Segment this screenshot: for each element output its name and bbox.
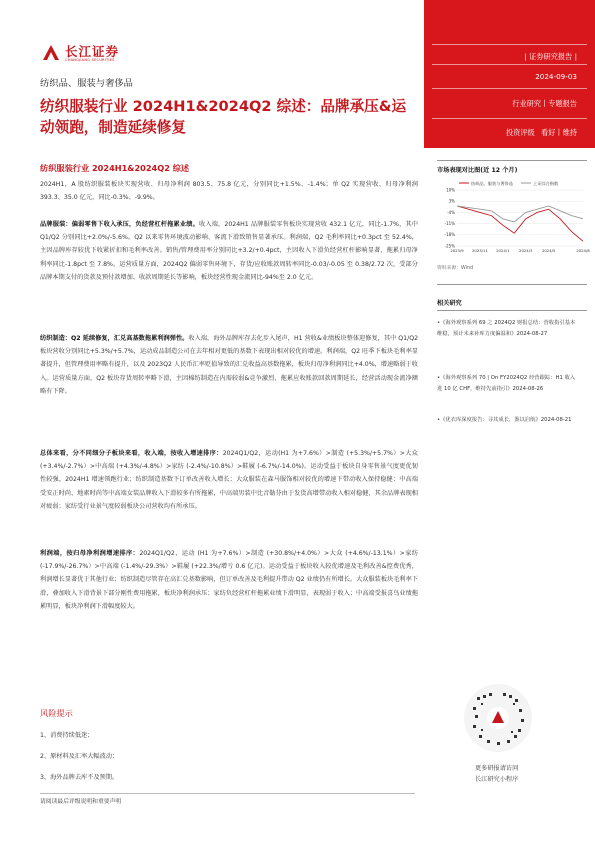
risk-item: 3、海外品牌去库不及预期。 — [40, 774, 119, 781]
legend-label: 上证综合指数 — [533, 181, 559, 186]
paragraph-body: 2024Q1/Q2，运动 (H1 为+7.6%）>制造 (+30.8%/+4.0%）>大众 (+4.6%/-13.1%）>家纺 (-17.9%/-26.7%）>中高端 (-1.4%/-29.3%）>鞋履 (+22.3%/增亏 0.6 亿元)。运动受益于板块收入较优增速及毛利改善&控费优秀，利润增长显著优于其他行业；纺织制造尽管存在高汇兑基数影响，但订单改善及毛利提升带动 Q2 业绩仍有所增长。大众服装板块毛利率下滑，叠加收入下滑背景下部分刚性费用拖累，板块净利润承压；家纺负经营杠杆拖累业绩下滑明显，表现弱于收入；中高端受报喜鸟业绩拖累明显，板块净利润下滑幅度较大。 — [40, 550, 419, 610]
chart-title: 市场表现对比图(近 12 个月) — [437, 167, 518, 174]
qr-code-icon[interactable] — [463, 683, 533, 753]
logo-en: CHANGJIANG SECURITIES — [65, 57, 115, 62]
band-divider — [432, 64, 587, 65]
company-logo — [40, 42, 119, 64]
y-tick-label: -11% — [444, 221, 455, 226]
x-tick-label: 2024/3 — [519, 248, 533, 253]
logo-cn: 长江证券 — [65, 43, 120, 59]
y-tick-label: -18% — [444, 232, 455, 238]
rating-value: 看好丨维持 — [541, 128, 577, 137]
x-tick-label: 2024/5 — [541, 248, 556, 253]
related-research-title: 相关研究 — [437, 300, 462, 307]
paragraph-body: 收入端，2024H1 品牌服装零售板块实现营收 432.1 亿元，同比-1.7%，其中 Q1/Q2 分别同比+2.0%/-5.6%。Q2 以来零售环境波动影响、客流下滑致销售显著承压。利润端，Q2 毛利率同比+0.3pct 至 52.4%，主因品牌库存较优下收紧折扣和毛利率改善。销售/管理费用率分别同比+3.2/+0.4pct，主因收入下滑负经营杠杆影响显著，拖累归母净利率同比-1.8pct 至 7.8%。运营质量方面，2024Q2 偏弱零售环境下，存货/应收账款周转率同比-0.03/-0.05 至 0.38/2.72 次，受部分品牌本期支付的货款及预付款增加、收款周期延长等影响，板块经营性现金流同比-94%至 2.0 亿元。 — [40, 221, 418, 281]
qr-caption: 长江研究小程序 — [475, 776, 519, 783]
report-date: 2024-09-03 — [535, 72, 577, 81]
legend-label: 纺织品、服装与奢侈品 — [471, 181, 513, 186]
related-research-item[interactable]: •《海外观察系列 70 | On FY2024Q2 经营跟踪：H1 收入进 10 亿 CHF，维持先前指引》2024-08-26 — [437, 375, 576, 393]
series-line — [457, 206, 583, 222]
textile-manufacturing-paragraph — [40, 332, 418, 398]
sidebar-divider — [437, 284, 587, 285]
paragraph-lead: 总体来看，分不同细分子板块来看，收入端，按收入增速排序： — [40, 450, 223, 457]
paragraph-body: 2024Q1/Q2，运动(H1 为+7.6%）>制造 (+5.3%/+5.7%）>大众 (+3.4%/-2.7%）>中高端 (+4.3%/-4.8%）>家纺 (-2.4%/-10.8%）>鞋履 (-6.7%/-14.0%)。运动受益于板块自身零售景气度更优韧性较强，2024H1 增速领跑行业；纺织制造基数下订单改善收入增长；大众服装在森马服饰相对较优的增速下带动收入保持稳健；中高端受安正时尚、地素时尚等中高端女装品牌收入下滑较多有所拖累，中高端男装中比音勒芬由于发货高增带动收入相对稳健，其余品牌表现相对疲弱；家纺受行业景气度较弱板块公司营收均有所承压。 — [40, 450, 418, 510]
rating-block — [506, 128, 577, 138]
footer-divider — [40, 793, 415, 794]
performance-chart — [437, 178, 590, 258]
qr-caption: 更多研报请访问 — [475, 765, 519, 772]
risk-item: 1、消费持续低迷； — [40, 732, 94, 739]
sidebar-divider — [437, 160, 587, 161]
revenue-ranking-paragraph — [40, 447, 418, 513]
logo-icon — [40, 42, 62, 64]
band-divider — [432, 118, 587, 119]
header-band — [424, 0, 595, 148]
band-divider — [432, 44, 587, 45]
summary-paragraph: 2024H1，A 股纺织服装板块实现营收、归母净利润 803.5、75.8 亿元，分别同比+1.5%、-1.4%；单 Q2 实现营收、归母净利润 393.3、35.0 亿元，同比-0.3%、-9.9%。 — [40, 181, 418, 202]
sidebar-divider — [437, 310, 587, 311]
y-tick-label: -25% — [444, 243, 455, 249]
disclaimer: 请阅读最后评级说明和重要声明 — [40, 799, 122, 805]
x-tick-label: 2024/8 — [576, 248, 590, 253]
brand-apparel-paragraph — [40, 218, 418, 284]
band-divider — [432, 88, 587, 89]
paragraph-lead: 品牌服装：偏弱零售下收入承压，负经营杠杆拖累业绩。 — [40, 221, 199, 228]
profit-ranking-paragraph — [40, 547, 418, 613]
y-tick-label: 3% — [448, 198, 455, 204]
paragraph-lead: 纺织制造：Q2 延续修复，汇兑高基数拖累利润弹性。 — [40, 335, 189, 342]
report-type: 行业研究丨专题报告 — [512, 99, 577, 108]
chart-source: 资料来源：Wind — [437, 266, 474, 271]
report-title: 纺织服装行业 2024H1&2024Q2 综述：品牌承压&运动领跑，制造延续修复 — [40, 98, 407, 136]
y-tick-label: 10% — [446, 187, 455, 193]
paragraph-body: 收入端，海外品牌库存去化步入尾声，H1 营收&业绩板块整体迎修复，其中 Q1/Q2 板块营收分别同比+5.3%/+5.7%，运动成品制造公司在去年相对更低的基数下表现出相对较优的增速。利润端，Q2 旺季下板块毛利率显著提升，但管理费用率略有提升，以及 2023Q2 人民币汇率贬值导致的汇兑收益高基数拖累，板块归母净利润同比+4.0%，增速略弱于收入。运营质量方面，Q2 板块存货周转率略下滑，主因棉纺制造在内需较弱&竞争激烈，拖累应收账款回款周期延长，经营活动现金流净额略有下降。 — [40, 335, 419, 395]
rating-label: 投资评级 — [505, 128, 535, 137]
y-tick-label: -4% — [447, 209, 455, 215]
section-title: 纺织服装行业 2024H1&2024Q2 综述 — [40, 163, 190, 173]
x-tick-label: 2023/9 — [450, 248, 464, 253]
x-tick-label: 2023/11 — [472, 248, 488, 253]
industry-label: 纺织品、服装与奢侈品 — [40, 78, 133, 89]
report-kind: | 证券研究报告 | — [524, 52, 577, 61]
related-research-item[interactable]: •《优衣库深度报告：寻其成长，鉴以启航》2024-08-21 — [437, 417, 572, 423]
x-tick-label: 2024/1 — [496, 248, 510, 253]
risk-title: 风险提示 — [40, 708, 73, 718]
paragraph-lead: 利润端，按归母净利润增速排序： — [40, 550, 140, 557]
related-research-item[interactable]: •《海外观察系列 69 之 2024Q2 财报总结：营收指引基本维稳，预计未来补库力度偏温和》2024-08-27 — [437, 320, 576, 338]
risk-item: 2、原材料及汇率大幅波动； — [40, 753, 119, 760]
